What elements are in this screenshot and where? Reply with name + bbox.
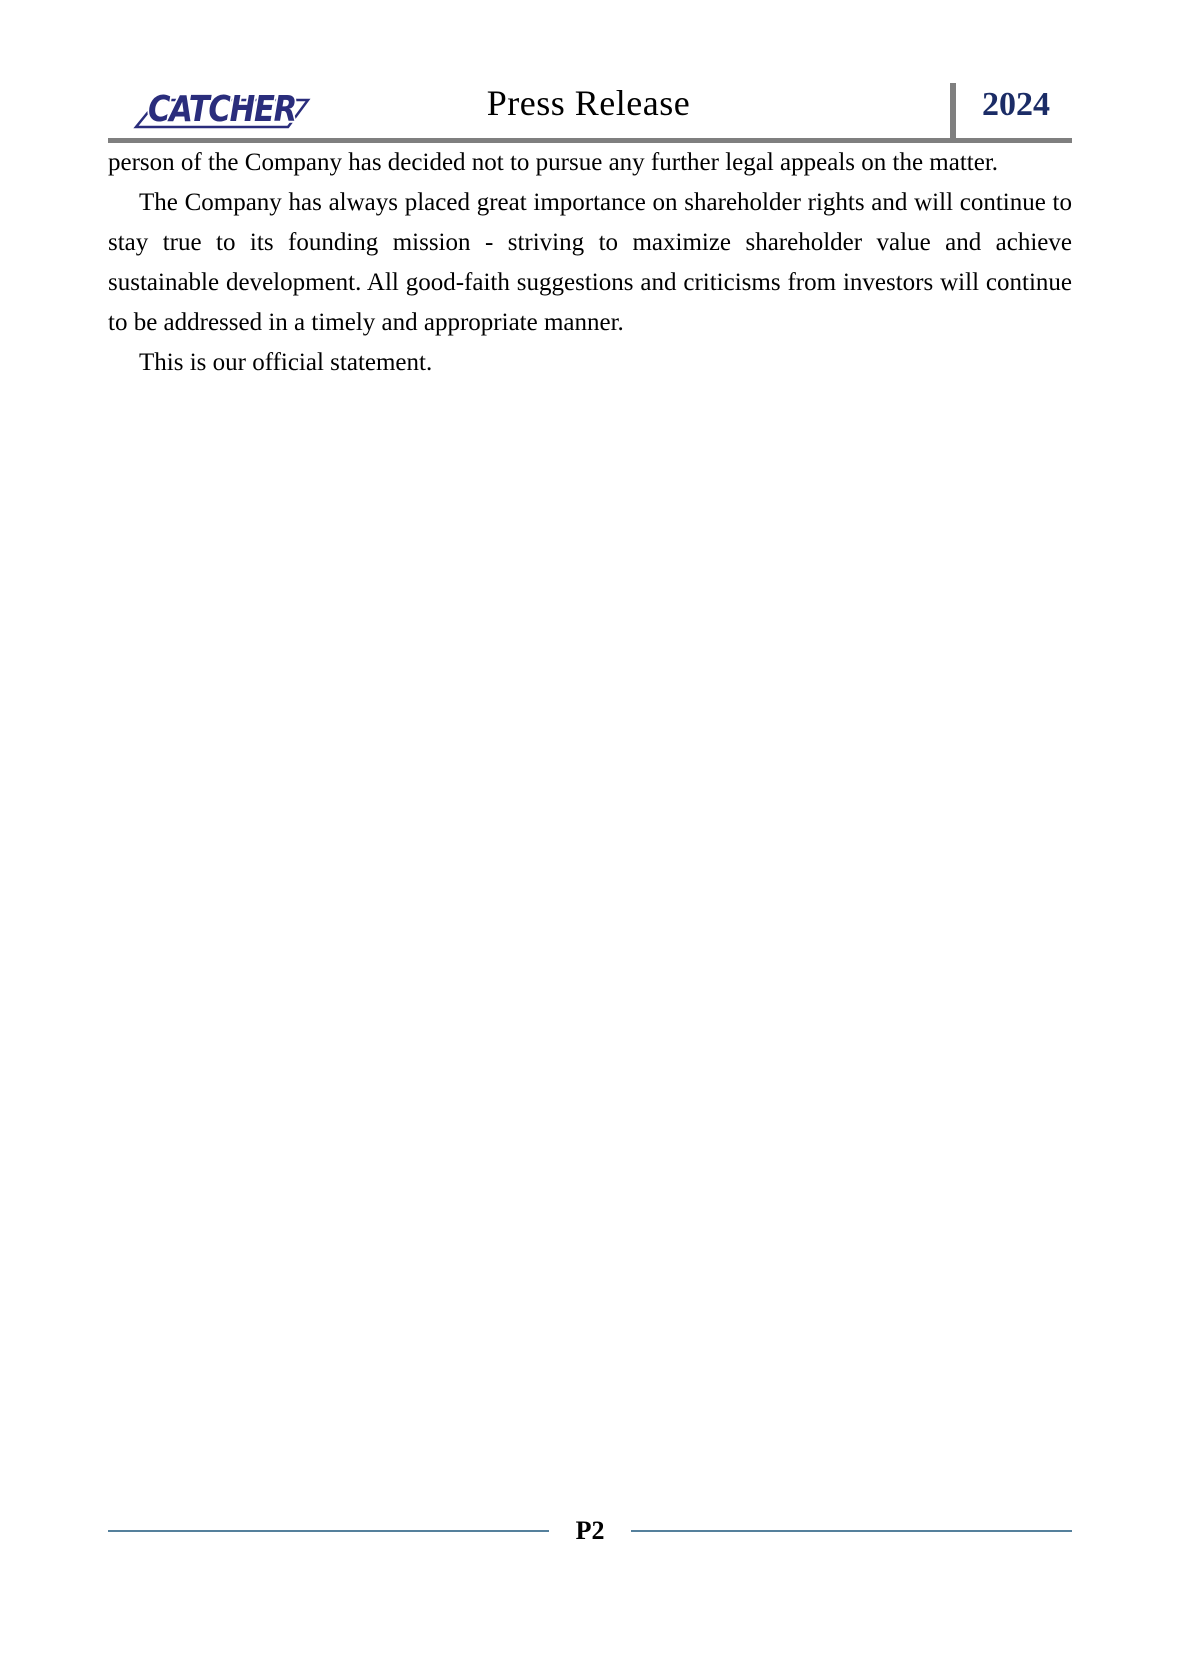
page-footer: [108, 1516, 1072, 1546]
paragraph-shareholder-rights: The Company has always placed great importance on shareholder rights and will continue to stay true to its founding mission - striving to maximize shareholder value and achieve sustainable development. All good-faith suggestions and criticisms from investors will continue to be addressed in a timely and appropriate manner.: [108, 189, 1072, 336]
footer-line-left: [108, 1530, 549, 1532]
page-number: P2: [575, 1516, 605, 1545]
document-body: [108, 143, 1072, 383]
page-title: Press Release: [486, 83, 691, 123]
paragraph-official-statement: This is our official statement.: [139, 349, 433, 376]
logo-wordmark: CATCHER: [148, 89, 296, 130]
header-year: 2024: [982, 86, 1050, 123]
year-divider-bar: [950, 83, 956, 143]
paragraph-continuation: person of the Company has decided not to pursue any further legal appeals on the matter.: [108, 149, 999, 176]
footer-line-right: [631, 1530, 1072, 1532]
